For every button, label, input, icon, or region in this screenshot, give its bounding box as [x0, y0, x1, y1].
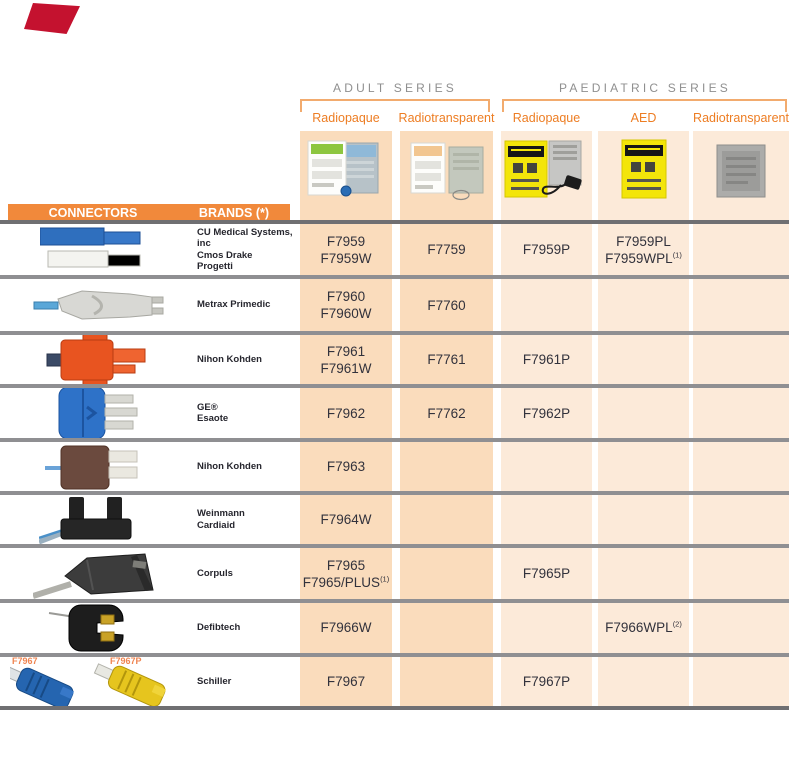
- column-label-paediatric_radiotransparent: Radiotransparent: [693, 111, 789, 125]
- defibtech-connector: [8, 602, 190, 653]
- adult-radiopaque-package-photo: [302, 135, 388, 208]
- brand-name: Cardiaid: [197, 519, 236, 531]
- metrax-primedic-connector: [8, 279, 190, 331]
- brand-names: [197, 388, 299, 438]
- product-code-cell: [300, 388, 392, 438]
- nihon-kohden-orange-connector: [8, 335, 190, 384]
- product-code: F7961P: [522, 352, 571, 367]
- product-code-cell: [300, 335, 392, 384]
- product-code: F7961W: [320, 360, 372, 376]
- corpuls-connector: [8, 548, 190, 599]
- connector-code-label: F7967P: [110, 656, 142, 666]
- product-code-cell: [501, 388, 592, 438]
- product-code: F7961: [326, 343, 366, 359]
- product-code-text: F7966WPL: [605, 620, 673, 635]
- brands-header: BRANDS (*): [198, 206, 270, 220]
- product-code-cell: [300, 224, 392, 275]
- paediatric-aed-package-photo: [600, 135, 688, 208]
- product-code-cell: [598, 224, 689, 275]
- brand-name: Esaote: [197, 413, 229, 424]
- footnote-marker: (1): [380, 574, 390, 583]
- adult-series-title: ADULT SERIES: [333, 81, 457, 95]
- table-header-bar: [8, 204, 290, 221]
- product-code: [303, 574, 389, 591]
- nihon-kohden-brown-connector: [8, 442, 190, 491]
- product-code: F7963: [326, 459, 366, 474]
- product-code: F7761: [427, 352, 466, 367]
- brand-name: Progetti: [197, 261, 233, 272]
- brand-names: [197, 602, 299, 653]
- product-code-cell: [501, 224, 592, 275]
- column-label-paediatric_radiopaque: Radiopaque: [512, 111, 581, 125]
- product-code-cell: [400, 335, 493, 384]
- product-code-text: F7959WPL: [605, 250, 673, 266]
- brand-name: Nihon Kohden: [197, 353, 262, 365]
- product-code-cell: [300, 602, 392, 653]
- footnote-marker: (1): [672, 250, 682, 259]
- ge-esaote-connector: [8, 388, 190, 438]
- paediatric-series-title: PAEDIATRIC SERIES: [559, 81, 731, 95]
- product-code: F7959P: [522, 242, 571, 257]
- product-code: F7960W: [320, 306, 372, 321]
- product-code: [605, 250, 682, 267]
- product-code: F7966W: [320, 620, 372, 635]
- brand-names: [197, 442, 299, 491]
- brand-name: CU Medical Systems, inc: [197, 226, 293, 249]
- row-separator-line: [0, 599, 789, 603]
- column-label-paediatric_aed: AED: [630, 111, 657, 125]
- product-code-cell: [300, 657, 392, 706]
- product-code-cell: [501, 548, 592, 599]
- paediatric-radiotransparent-package-photo: [697, 135, 785, 208]
- corner-accent-red: [24, 3, 80, 34]
- brand-names: [197, 279, 299, 331]
- column-strip-paediatric_radiotransparent: [693, 131, 789, 706]
- product-code: F7959: [326, 233, 366, 249]
- brand-name: Nihon Kohden: [197, 460, 262, 472]
- row-separator-line: [0, 438, 789, 442]
- product-code-cell: [300, 548, 392, 599]
- brand-name: Cmos Drake: [197, 249, 253, 261]
- row-separator-line: [0, 706, 789, 710]
- product-code-cell: [400, 279, 493, 331]
- product-code: F7964W: [320, 512, 372, 527]
- product-code: [605, 619, 682, 636]
- product-code: F7965P: [522, 566, 571, 581]
- row-separator-line: [0, 653, 789, 657]
- column-label-adult_radiotransparent: Radiotransparent: [398, 111, 495, 125]
- row-separator-line: [0, 384, 789, 388]
- row-separator-line: [0, 544, 789, 548]
- product-code-cell: [501, 657, 592, 706]
- brand-name: Metrax Primedic: [197, 299, 271, 311]
- brand-names: [197, 548, 299, 599]
- row-separator-line: [0, 220, 789, 224]
- product-code-text: F7965/PLUS: [302, 574, 381, 590]
- product-code-cell: [300, 495, 392, 544]
- product-code: F7959PL: [616, 233, 671, 249]
- brand-names: [197, 495, 299, 544]
- brand-name: Schiller: [197, 675, 232, 687]
- footnote-marker: (2): [672, 619, 682, 629]
- row-separator-line: [0, 275, 789, 279]
- product-code: F7962P: [522, 405, 571, 421]
- brand-names: [197, 335, 299, 384]
- product-code: F7965: [326, 557, 366, 573]
- brand-names: [197, 224, 299, 275]
- adult-radiotransparent-package-photo: [403, 135, 489, 208]
- product-code: F7967: [326, 674, 366, 689]
- connectors-header: CONNECTORS: [48, 206, 138, 220]
- product-code: F7960: [326, 289, 366, 304]
- product-code: F7967P: [522, 674, 571, 689]
- product-code: F7759: [427, 242, 466, 257]
- column-label-adult_radiopaque: Radiopaque: [312, 111, 380, 125]
- product-code-cell: [598, 602, 689, 653]
- brand-name: GE®: [197, 401, 218, 413]
- cu-medical-connector: [8, 224, 190, 275]
- product-code: F7760: [427, 297, 466, 313]
- brand-name: Weinmann: [197, 508, 245, 519]
- product-code: F7962: [326, 405, 366, 421]
- row-separator-line: [0, 491, 789, 495]
- weinmann-cardiaid-connector: [8, 495, 190, 544]
- brand-name: Corpuls: [197, 567, 233, 579]
- product-code-cell: [300, 442, 392, 491]
- connector-code-label: F7967: [12, 656, 38, 666]
- paediatric-radiopaque-package-photo: [503, 135, 591, 208]
- product-code: F7959W: [320, 250, 372, 266]
- product-code-cell: [400, 388, 493, 438]
- product-code-cell: [300, 279, 392, 331]
- brand-names: [197, 657, 299, 706]
- product-code: F7762: [427, 405, 466, 421]
- product-code-cell: [501, 335, 592, 384]
- row-separator-line: [0, 331, 789, 335]
- product-code-cell: [400, 224, 493, 275]
- brand-name: Defibtech: [197, 621, 241, 633]
